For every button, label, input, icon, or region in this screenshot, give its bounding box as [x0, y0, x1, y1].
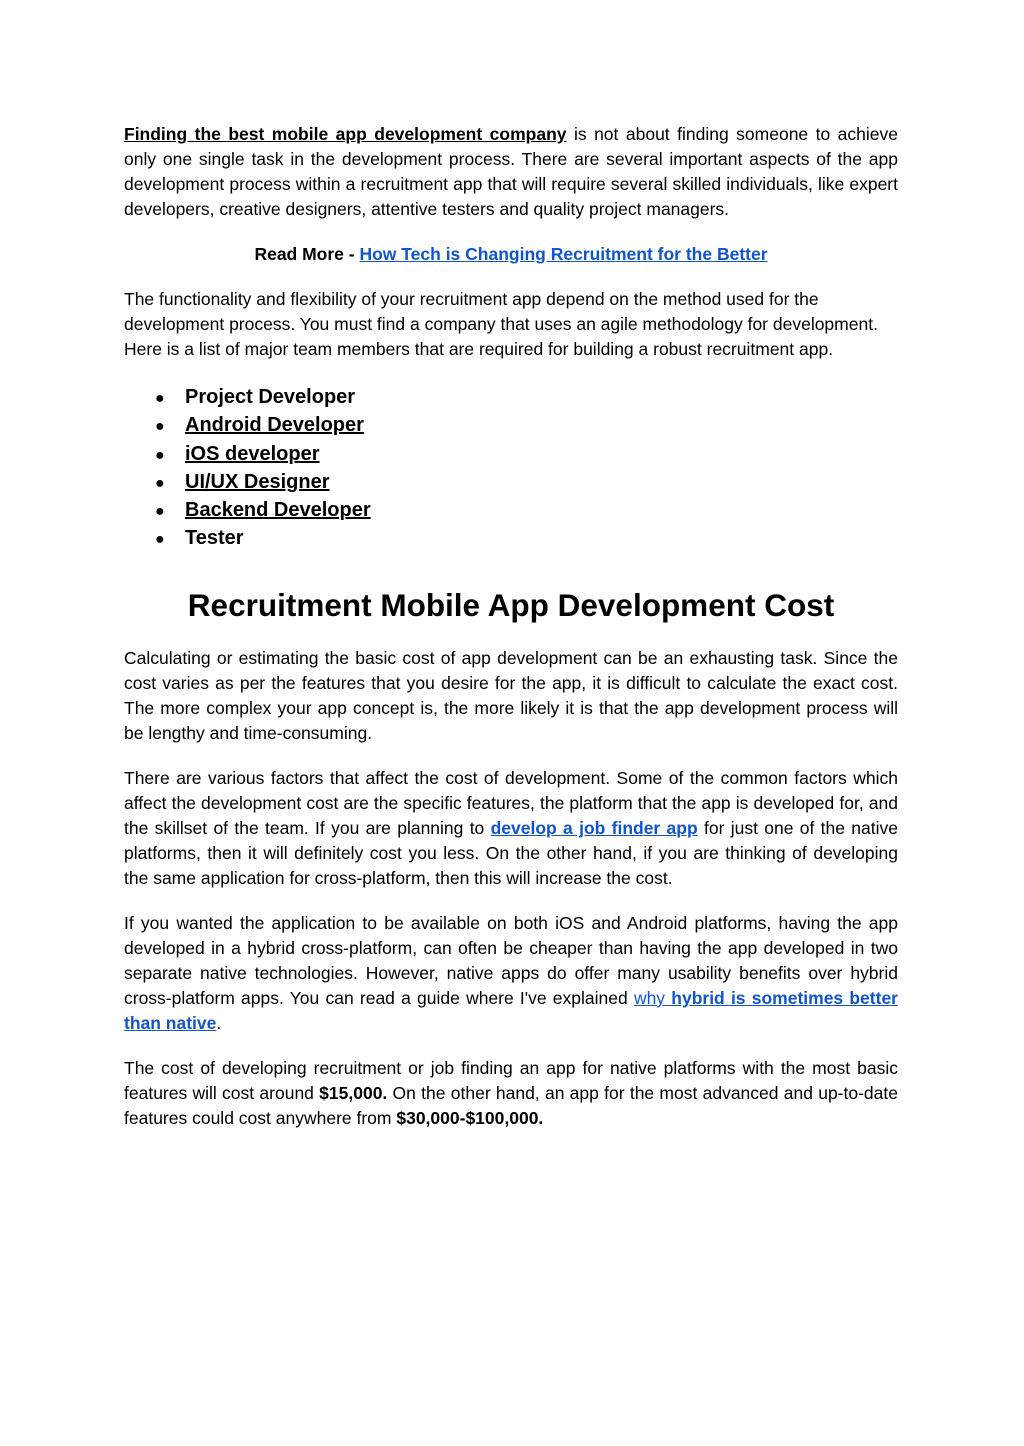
- ui-ux-designer-link[interactable]: UI/UX Designer: [185, 470, 330, 493]
- factors-text-end: for just one of the native platforms, then it will definitely cost you less. On the other hand, if you are thinking of developing the same application for cross-platform, then this will increase the cost.: [124, 817, 898, 888]
- advanced-cost-value: $30,000-$100,000.: [396, 1107, 544, 1128]
- bullet-icon: ●: [155, 531, 165, 549]
- list-item: [155, 525, 898, 553]
- list-item: [155, 469, 898, 497]
- read-more-line: [124, 242, 898, 267]
- list-item: [155, 497, 898, 525]
- hybrid-paragraph: [124, 911, 898, 1036]
- hybrid-text-start: If you wanted the application to be available on both iOS and Android platforms, having the app developed in a hybrid cross-platform, can often be cheaper than having the app developed in two separate native technologies. However, native apps do offer many usability benefits over hybrid cross-platform apps. You can read a guide where I've explained: [124, 912, 898, 1008]
- cost-paragraph: [124, 1056, 898, 1131]
- cost-text-start: The cost of developing recruitment or job finding an app for native platforms with the most basic features will cost around: [124, 1057, 898, 1103]
- list-item: [155, 441, 898, 469]
- functionality-paragraph: The functionality and flexibility of your recruitment app depend on the method used for the development process. You must find a company that uses an agile methodology for development. Here is a list of major team members that are required for building a robust recruitment app.: [124, 289, 878, 359]
- basic-cost-value: $15,000.: [319, 1082, 388, 1103]
- section-heading: Recruitment Mobile App Development Cost: [187, 586, 835, 623]
- document-body: [124, 122, 898, 1131]
- bullet-icon: ●: [155, 418, 165, 436]
- backend-developer-link[interactable]: Backend Developer: [185, 499, 371, 522]
- intro-text: is not about finding someone to achieve only one single task in the development process. There are several important aspects of the app development process within a recruitment app that will require several skilled individuals, like expert developers, creative designers, attentive testers and quality project managers.: [124, 124, 899, 219]
- intro-paragraph: [124, 122, 898, 222]
- hybrid-text-end: .: [216, 1012, 222, 1033]
- bullet-icon: ●: [155, 474, 165, 492]
- job-finder-app-link[interactable]: develop a job finder app: [490, 817, 698, 838]
- hybrid-link-part: why: [633, 987, 666, 1008]
- read-more-label: Read More -: [254, 244, 360, 264]
- android-developer-link[interactable]: Android Developer: [185, 414, 364, 437]
- factors-text-start: There are various factors that affect the cost of development. Some of the common factors which affect the development cost are the specific features, the platform that the app is developed for, and the skillset of the team. If you are planning to: [124, 767, 898, 838]
- team-members-list: [124, 384, 898, 554]
- bullet-icon: ●: [155, 446, 165, 464]
- read-more-link[interactable]: How Tech is Changing Recruitment for the Better: [359, 244, 768, 264]
- cost-text-middle: On the other hand, an app for the most advanced and up-to-date features could cost anywhere from: [124, 1082, 898, 1128]
- ios-developer-link[interactable]: iOS developer: [185, 442, 320, 465]
- bullet-icon: ●: [155, 390, 165, 407]
- estimating-paragraph: Calculating or estimating the basic cost of app development can be an exhausting task. Since the cost varies as per the features that you desire for the app, it is difficult to calculate the exact cost. The more complex your app concept is, the more likely it is that the app development process will be lengthy and time-consuming.: [124, 647, 898, 743]
- team-member-label: Project Developer: [185, 386, 356, 408]
- team-member-label: Tester: [185, 527, 244, 550]
- bullet-icon: ●: [155, 503, 165, 521]
- hybrid-link-bold-part: hybrid is sometimes better than native: [124, 987, 898, 1033]
- best-company-link[interactable]: Finding the best mobile app development company: [124, 124, 567, 144]
- list-item: [155, 384, 898, 412]
- list-item: [155, 412, 898, 440]
- factors-paragraph: [124, 766, 898, 891]
